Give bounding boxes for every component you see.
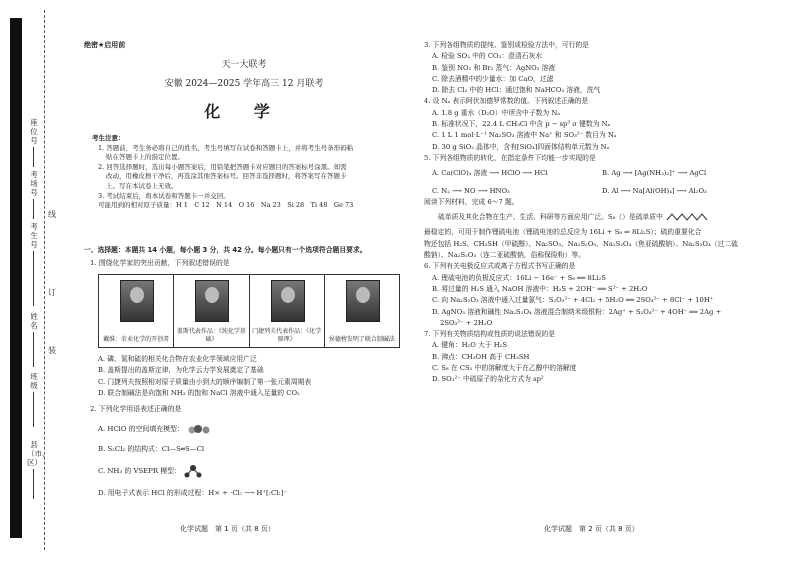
chemist-table: [98, 274, 400, 348]
chemist-cell: [99, 275, 174, 347]
option-b: B. Ag ⟶ [Ag(NH₃)₂]⁺ ⟶ AgCl: [602, 169, 707, 178]
passage-line: 酸钠）、Na₂S₂O₃（连二亚硫酸钠，俗称保险粉）等。: [424, 251, 585, 260]
option-a: A. 锂硫电池的负极反应式：16Li − 16e⁻ + S₈ ══ 8Li₂S: [432, 273, 606, 282]
question-1: [90, 258, 410, 269]
chemist-cell: [250, 275, 325, 347]
option-c: C. S₈ 在 CS₂ 中的溶解度大于在乙醇中的溶解度: [432, 364, 577, 373]
option-a: A. 键角：H₂O 大于 H₂S: [432, 341, 508, 350]
atomic-mass-line: 可能用到的相对原子质量：H 1 C 12 N 14 O 16 Na 23 Si 28 Ti 48 Ge 73: [98, 201, 354, 210]
portrait-image: [346, 280, 380, 322]
note-line: 2. 回答选择题时，选出每小题答案后，用铅笔把答题卡对应题目的答案标号涂黑。如需: [98, 162, 347, 171]
question-1-options: [90, 354, 410, 400]
chemist-cell: [325, 275, 399, 347]
option-c: C. N₂ ⟶ NO ⟶ HNO₃: [432, 186, 510, 195]
note-line: 贴在答题卡上的指定位置。: [106, 153, 184, 162]
option-b: B. 鉴别 NO₂ 和 Br₂ 蒸气：AgNO₃ 溶液: [432, 63, 556, 72]
option-d: D. Al ⟶ Na[Al(OH)₄] ⟶ Al₂O₃: [602, 186, 707, 195]
q5-row-2: [432, 186, 782, 197]
question-stem: 7. 下列有关物质结构或性质的说法错误的是: [424, 330, 555, 339]
binding-strip: [0, 0, 58, 561]
right-page: [424, 40, 782, 386]
space-filling-model-icon: [186, 424, 212, 434]
question-stem: 1. 围绕化学家的突出贡献，下列叙述错误的是: [90, 259, 230, 267]
option-a: A. HClO 的空间填充模型：: [98, 424, 410, 434]
chemist-caption: 盖斯代表作品：《纯化学基础》: [176, 328, 246, 343]
option-c: C. 1 L 1 mol·L⁻¹ Na₂SO₃ 溶液中 Na⁺ 和 SO₃²⁻ 数目为 Nₐ: [432, 131, 617, 140]
option-b: B. S₂Cl₂ 的结构式：Cl—S═S—Cl: [98, 445, 205, 453]
portrait-image: [120, 280, 154, 322]
cut-mark-line: 线: [48, 210, 56, 219]
chemist-cell: [174, 275, 249, 347]
option-b: B. 沸点：CH₃OH 高于 CH₃SH: [432, 352, 530, 361]
passage-line: 硫单质及其化合物在生产、生活、科研等方面应用广泛。S₈（）是硫单质中: [424, 212, 782, 223]
exam-organizer: 天一大联考: [221, 60, 267, 70]
cut-line: [44, 10, 45, 550]
section-heading: 一、选择题：本题共 14 小题，每小题 3 分，共 42 分。每小题只有一个选项符合题目要求。: [84, 246, 367, 254]
left-page-footer: 化学试题 第 1 页（共 8 页）: [180, 525, 275, 533]
field-candidate-number: 考生号: [27, 222, 41, 306]
option-b: B. 将过量的 H₂S 通入 NaOH 溶液中：H₂S + 2OH⁻ ══ S²⁻ + 2H₂O: [432, 284, 648, 293]
exam-notes: [92, 134, 404, 211]
option-d: D. AgNO₃ 溶液和碱性 Na₂S₂O₄ 溶液混合制纳米级银粉：2Ag⁺ + S₂O₄²⁻ + 4OH⁻ ══ 2Ag +: [432, 307, 722, 316]
portrait-image: [195, 280, 229, 322]
option-d: D. 用电子式表示 HCl 的形成过程：H× + ·Cl: ⟶ H⁺[:Cl:]⁻: [98, 489, 288, 497]
field-county: 县（市、区）: [27, 440, 41, 499]
chemist-caption: 门捷列夫代表作品：《化学原理》: [252, 328, 322, 343]
question-stem: 3. 下列各组物质的提纯、鉴别或检验方法中，可行的是: [424, 41, 589, 49]
option-d: D. 30 g SiO₂ 晶体中，含有[SiO₄]四面体结构单元数为 Nₐ: [432, 142, 610, 151]
question-stem: 5. 下列各组物质的转化，在指定条件下均能一步实现的是: [424, 153, 596, 162]
q5-row-1: [432, 168, 782, 179]
option-c: C. 除去酒精中的少量水：加 CaO，过滤: [432, 74, 554, 83]
field-name: 姓名: [27, 312, 41, 367]
option-d: D. 除去 Cl₂ 中的 HCl：通过饱和 NaHCO₃ 溶液，洗气: [432, 86, 601, 95]
chemist-caption: 戴维：农业化学的开创者: [103, 336, 170, 343]
option-a: A. 检验 SO₂ 中的 CO₂：澄清石灰水: [432, 52, 543, 61]
option-d-continued: 2SO₃²⁻ + 2H₂O: [440, 318, 493, 327]
option-c: C. 向 Na₂S₂O₃ 溶液中通入过量氯气：S₂O₃²⁻ + 4Cl₂ + 5H₂O ══ 2SO₄²⁻ + 8Cl⁻ + 10H⁺: [432, 296, 714, 305]
field-seat-number: 座位号: [27, 118, 41, 167]
right-page-footer: 化学试题 第 2 页（共 8 页）: [544, 525, 639, 533]
option-b: B. 标准状况下，22.4 L CH₃Cl 中含 p − sp³ σ 键数为 Nₐ: [432, 120, 611, 129]
subject-title: 化 学: [204, 102, 284, 121]
question-stem: 4. 设 Nₐ 表示阿伏加德罗常数的值。下列叙述正确的是: [424, 97, 589, 106]
field-exam-room: 考场号: [27, 170, 41, 219]
question-2: [90, 404, 410, 498]
confidential-label: 绝密★启用前: [84, 41, 126, 49]
portrait-image: [271, 280, 305, 322]
option-a: A. 磷、氮和硫的相关化合物在农业化学领域应用广泛: [98, 355, 257, 363]
exam-title: 安徽 2024—2025 学年高三 12 月联考: [164, 79, 324, 89]
passage-line: 最稳定的，可用于制作锂硫电池（锂硫电池的总反应为 16Li + S₈ ⇌ 8Li₂S）；硫的重要化合: [424, 228, 702, 237]
option-c: C. NH₃ 的 VSEPR 模型：: [98, 464, 410, 478]
option-a: A. Ca(ClO)₂ 溶液 ⟶ HClO ⟶ HCl: [432, 169, 548, 178]
option-c: C. 门捷列夫按照相对原子质量由小到大的顺序编制了第一张元素周期表: [98, 377, 312, 386]
note-line: 上。写在本试卷上无效。: [106, 181, 178, 190]
vsepr-model-icon: [183, 464, 203, 478]
cut-mark-bind: 装: [48, 346, 56, 355]
passage-line: 物还包括 H₂S、CH₃SH（甲硫醇）、Na₂SO₃、Na₂S₂O₅、Na₂S₂O₄（焦亚硫酸钠）、Na₂S₂O₄（过二硫: [424, 239, 738, 248]
field-class: 班级: [27, 372, 41, 427]
option-d: D. SO₃²⁻ 中硫原子的杂化方式为 sp²: [432, 375, 544, 384]
s8-ring-icon: [665, 212, 709, 222]
option-b: B. 盖斯提出的盖斯定律，为化学云力学发展奠定了基础: [98, 366, 264, 375]
option-d: D. 联合制碱法是向饱和 NH₃ 的饱和 NaCl 溶液中通入足量的 CO₂: [98, 389, 300, 398]
note-line: 改动，用橡皮擦干净后，再选涂其他答案标号。回答非选择题时，将答案写在答题卡: [106, 172, 347, 181]
question-stem: 6. 下列有关电极反应式或离子方程式书写正确的是: [424, 262, 576, 271]
notes-title: 考生注意：: [92, 134, 125, 142]
binding-black-bar: [10, 18, 22, 538]
note-line: 3. 考试结束后，将本试卷和答题卡一并交回。: [98, 191, 230, 200]
question-stem: 2. 下列化学用语表述正确的是: [90, 405, 182, 413]
chemist-caption: 侯德榜发明了联合制碱法: [328, 336, 395, 343]
option-a: A. 1.8 g 重水（D₂O）中所含中子数为 Nₐ: [432, 108, 560, 117]
passage-intro: 阅读下列材料，完成 6～7 题。: [424, 197, 519, 206]
cut-mark-staple: 订: [48, 288, 56, 297]
note-line: 1. 答题前，考生务必将自己的姓名、考生号填写在试卷和答题卡上，并将考生号条形码粘: [98, 143, 354, 152]
